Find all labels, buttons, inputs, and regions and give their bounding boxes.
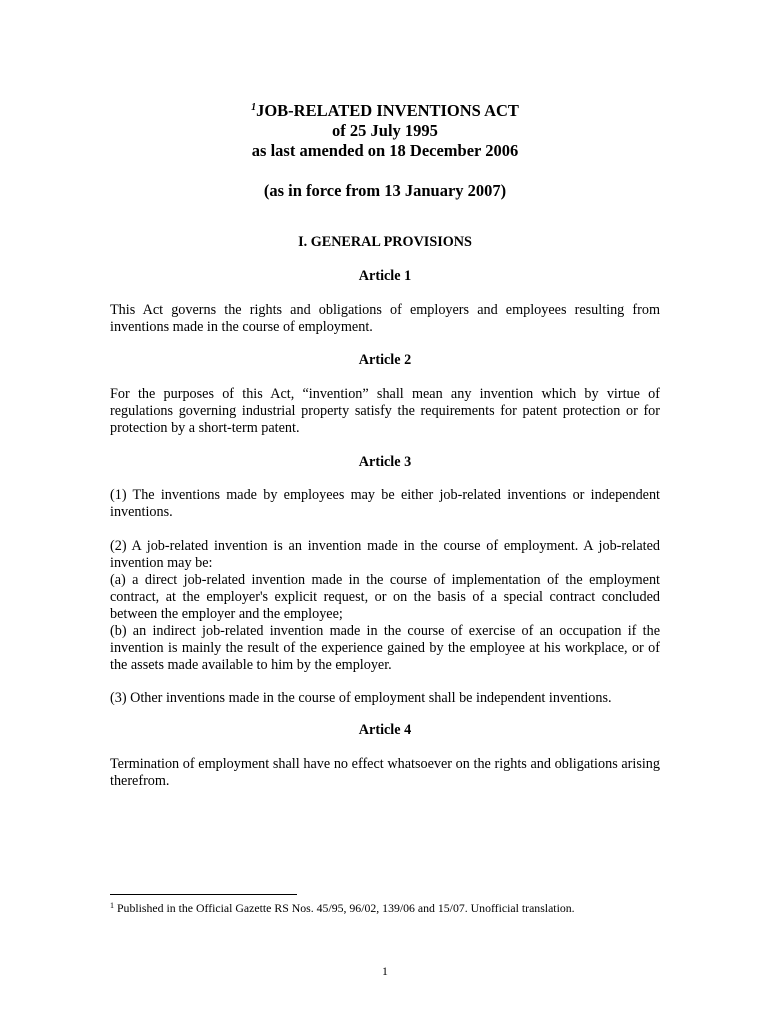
article-2-heading: Article 2	[358, 352, 412, 368]
footnote	[110, 901, 670, 916]
article-3-paragraph-2-intro: (2) A job-related invention is an invention made in the course of employment. A job-related invention may be:	[110, 538, 660, 571]
title-amendment: as last amended on 18 December 2006	[251, 141, 519, 160]
title-footnote-ref[interactable]: 1	[251, 102, 257, 113]
article-4-text: Termination of employment shall have no effect whatsoever on the rights and obligations arising therefrom.	[110, 756, 660, 789]
article-3-item-a: (a) a direct job-related invention made in the course of implementation of the employment contract, at the employer's explicit request, or on the basis of a special contract concluded between the employer and the employee;	[110, 572, 660, 622]
article-3-paragraph-3: (3) Other inventions made in the course of employment shall be independent inventions.	[110, 690, 612, 706]
document-title	[0, 101, 770, 201]
title-text: JOB-RELATED INVENTIONS ACT	[256, 101, 519, 120]
footnote-text: Published in the Official Gazette RS Nos. 45/95, 96/02, 139/06 and 15/07. Unofficial translation.	[117, 901, 575, 915]
footnote-ref: 1	[110, 901, 114, 910]
article-1-text: This Act governs the rights and obligations of employers and employees resulting from inventions made in the course of employment.	[110, 302, 660, 335]
page-number: 1	[382, 964, 388, 978]
chapter-heading: I. GENERAL PROVISIONS	[298, 234, 472, 250]
article-2-text: For the purposes of this Act, “invention” shall mean any invention which by virtue of regulations governing industrial property satisfy the requirements for patent protection or for protection by a short-term patent.	[110, 386, 660, 436]
article-4-heading: Article 4	[358, 722, 412, 738]
article-3-paragraph-1: (1) The inventions made by employees may be either job-related inventions or independent inventions.	[110, 487, 660, 520]
article-3-heading: Article 3	[358, 454, 412, 470]
title-date: of 25 July 1995	[332, 121, 438, 140]
article-3-paragraph-2	[110, 538, 660, 674]
article-3-item-b: (b) an indirect job-related invention made in the course of exercise of an occupation if the invention is mainly the result of the experience gained by the employee at his workplace, or of the assets made available to him by the employer.	[110, 623, 660, 673]
title-line-1	[0, 101, 770, 121]
article-1-heading: Article 1	[358, 268, 412, 284]
title-in-force: (as in force from 13 January 2007)	[263, 181, 507, 200]
footnote-separator	[110, 894, 297, 895]
